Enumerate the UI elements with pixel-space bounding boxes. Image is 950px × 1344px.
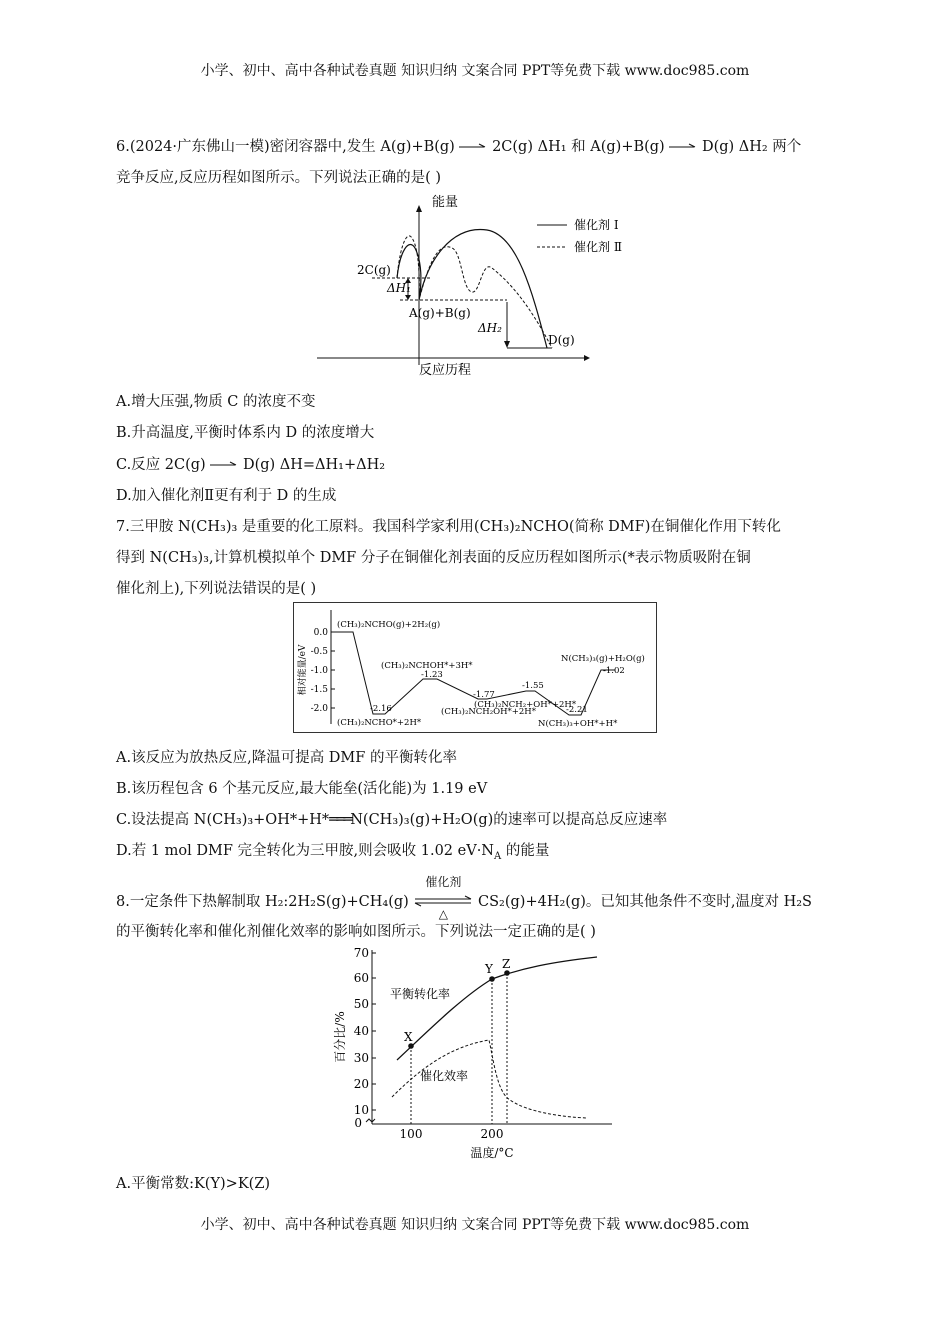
- q8-ytick-10: 10: [353, 1103, 369, 1117]
- q6-stem-part1: 6.(2024·广东佛山一模)密闭容器中,发生 A(g)+B(g): [116, 139, 455, 155]
- q7-state-3: (CH₃)₂NCH₂OH*+2H*: [441, 707, 536, 717]
- q7-option-d: [116, 839, 549, 862]
- q6-option-d: D.加入催化剂Ⅱ更有利于 D 的生成: [116, 488, 337, 504]
- q7-state-0: (CH₃)₂NCHO(g)+2H₂(g): [337, 620, 441, 630]
- q6-y-axis-label: 能量: [432, 195, 459, 210]
- q8-chart: [332, 942, 617, 1166]
- q7-stem-line2: 得到 N(CH₃)₃,计算机模拟单个 DMF 分子在铜催化剂表面的反应历程如图所示(*表示物质吸附在铜: [116, 550, 751, 566]
- q7-option-c-part2: N(CH₃)₃(g)+H₂O(g)的速率可以提高总反应速率: [350, 812, 668, 828]
- q7-state-2-value: -1.23: [421, 670, 443, 680]
- q6-stem-part3: D(g) ΔH₂ 两个: [701, 139, 802, 155]
- q6-stem-part2: 2C(g) ΔH₁ 和 A(g)+B(g): [492, 139, 665, 155]
- q7-stem-line3: 催化剂上),下列说法错误的是( ): [116, 581, 317, 597]
- q7-option-a: A.该反应为放热反应,降温可提高 DMF 的平衡转化率: [116, 750, 457, 766]
- q8-label-y: Y: [485, 962, 493, 976]
- q6-option-c-part2: D(g) ΔH=ΔH₁+ΔH₂: [242, 457, 386, 473]
- equilibrium-arrow-icon: [413, 875, 473, 921]
- q8-stem-part1: 8.一定条件下热解制取 H₂:2H₂S(g)+CH₄(g): [116, 894, 409, 910]
- q7-state-4-value: -1.55: [522, 681, 544, 691]
- q8-stem-line2: 的平衡转化率和催化剂催化效率的影响如图所示。下列说法一定正确的是( ): [116, 924, 596, 940]
- q6-label-2c: 2C(g): [357, 263, 391, 277]
- q7-state-1-value: -2.16: [370, 704, 392, 714]
- q7-state-3-value: -1.77: [473, 690, 495, 700]
- q6-option-c: [116, 453, 385, 474]
- page-header: 小学、初中、高中各种试卷真题 知识归纳 文案合同 PPT等免费下载 www.doc985.com: [200, 63, 750, 79]
- q8-label-x: X: [404, 1030, 413, 1044]
- q7-state-4: (CH₃)₂NCH₂+OH*+2H*: [474, 700, 577, 710]
- q7-option-d-end: 的能量: [501, 843, 550, 859]
- q8-xtick-100: 100: [399, 1127, 423, 1141]
- q7-option-d-sub: A: [494, 850, 502, 862]
- q8-xtick-200: 200: [480, 1127, 504, 1141]
- q8-ytick-30: 30: [353, 1051, 369, 1065]
- q8-ytick-60: 60: [353, 971, 369, 985]
- q7-state-6-value: -1.02: [603, 666, 625, 676]
- q8-y-axis-label: 百分比/%: [333, 1011, 347, 1063]
- q6-stem-line1: [116, 135, 801, 156]
- q8-curve-label-conversion: 平衡转化率: [390, 987, 451, 1001]
- equals-sign-icon: ═══: [329, 810, 351, 828]
- q7-state-5: N(CH₃)₃+OH*+H*: [538, 719, 618, 729]
- q6-label-dh1: ΔH₁: [387, 281, 411, 295]
- q7-tick-0: 0.0: [313, 628, 328, 638]
- q6-option-a: A.增大压强,物质 C 的浓度不变: [116, 394, 316, 410]
- q6-label-dh2: ΔH₂: [478, 321, 502, 335]
- q6-label-d: D(g): [548, 333, 575, 347]
- reaction-arrow-icon: [459, 143, 487, 151]
- q7-state-5-value: -2.21: [566, 705, 588, 715]
- q8-label-z: Z: [502, 957, 511, 971]
- q7-state-6: N(CH₃)₃(g)+H₂O(g): [561, 654, 645, 664]
- reaction-arrow-icon: [210, 461, 238, 469]
- q7-energy-diagram: [293, 602, 657, 737]
- q8-curve-label-efficiency: 催化效率: [420, 1069, 469, 1083]
- q7-option-c: [116, 808, 667, 829]
- q8-ytick-20: 20: [353, 1077, 369, 1091]
- q6-label-ab: A(g)+B(g): [409, 306, 471, 320]
- q7-tick-2: -1.0: [310, 666, 328, 676]
- q8-point-x: [408, 1043, 414, 1049]
- q8-condition-top: 催化剂: [425, 875, 462, 889]
- q8-stem-part2: CS₂(g)+4H₂(g)。已知其他条件不变时,温度对 H₂S: [478, 894, 812, 910]
- q8-ytick-50: 50: [353, 997, 369, 1011]
- q7-state-2: (CH₃)₂NCHOH*+3H*: [381, 661, 473, 671]
- q7-option-c-part1: C.设法提高 N(CH₃)₃+OH*+H*: [116, 812, 330, 828]
- reaction-arrow-icon: [669, 143, 697, 151]
- q8-conversion-curve: [397, 957, 597, 1060]
- q7-tick-4: -2.0: [310, 704, 328, 714]
- q8-condition-bottom: △: [438, 907, 449, 921]
- q7-stem-line1: 7.三甲胺 N(CH₃)₃ 是重要的化工原料。我国科学家利用(CH₃)₂NCHO(简称 DMF)在铜催化作用下转化: [116, 519, 781, 535]
- q8-ytick-70: 70: [353, 946, 369, 960]
- q8-x-axis-label: 温度/°C: [470, 1146, 514, 1160]
- q7-y-axis-label: 相对能量/eV: [298, 644, 308, 696]
- q6-option-c-part1: C.反应 2C(g): [116, 457, 206, 473]
- q7-tick-3: -1.5: [310, 685, 328, 695]
- q8-point-y: [489, 976, 495, 982]
- q8-ytick-40: 40: [353, 1024, 369, 1038]
- q6-stem-line2: 竞争反应,反应历程如图所示。下列说法正确的是( ): [116, 170, 442, 186]
- q6-x-axis-label: 反应历程: [419, 363, 472, 378]
- q6-energy-diagram: [312, 190, 622, 384]
- q7-option-b: B.该历程包含 6 个基元反应,最大能垒(活化能)为 1.19 eV: [116, 781, 488, 797]
- q8-ytick-0: 0: [354, 1116, 362, 1130]
- q7-state-1: (CH₃)₂NCHO*+2H*: [337, 718, 422, 728]
- q8-y-ticks: [354, 946, 376, 1130]
- q7-tick-1: -0.5: [310, 647, 328, 657]
- q6-legend-1: 催化剂 Ⅰ: [574, 218, 619, 232]
- q7-option-d-main: D.若 1 mol DMF 完全转化为三甲胺,则会吸收 1.02 eV·N: [116, 843, 494, 859]
- q6-legend-2: 催化剂 Ⅱ: [574, 240, 622, 254]
- q8-stem-line1: [116, 875, 812, 921]
- page-footer: 小学、初中、高中各种试卷真题 知识归纳 文案合同 PPT等免费下载 www.doc985.com: [200, 1217, 750, 1233]
- q8-option-a: A.平衡常数:K(Y)>K(Z): [116, 1176, 271, 1192]
- q8-point-z: [504, 970, 510, 976]
- q6-option-b: B.升高温度,平衡时体系内 D 的浓度增大: [116, 425, 375, 441]
